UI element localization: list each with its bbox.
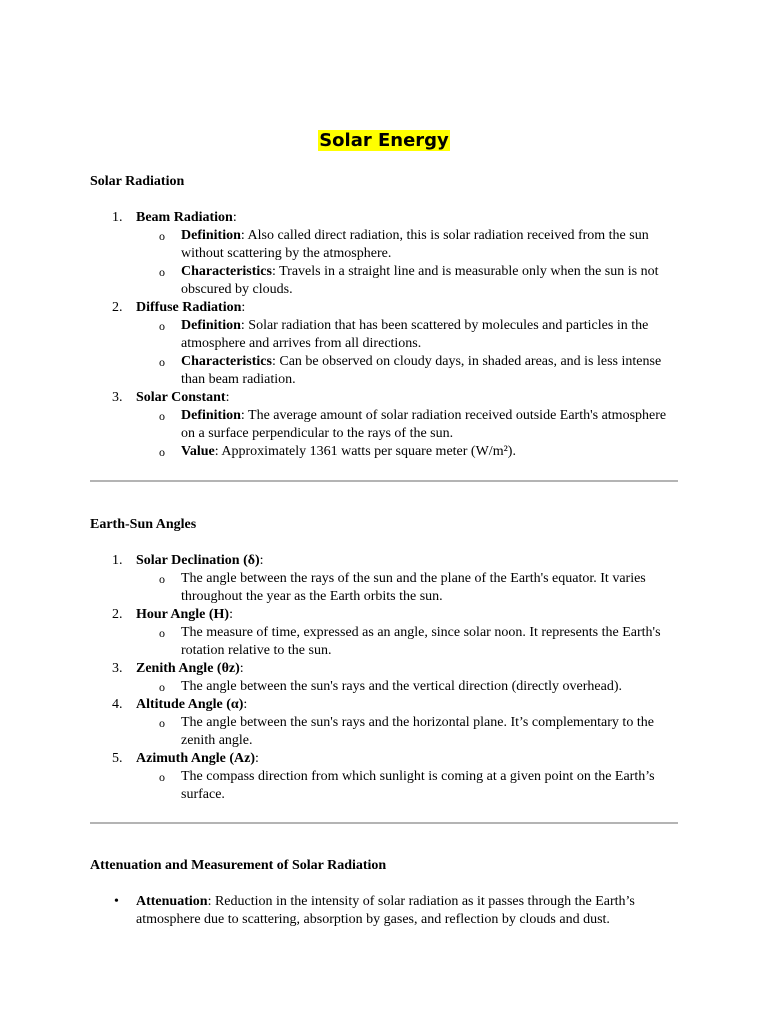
sub-list-item: [136, 678, 680, 696]
list-item: [90, 389, 680, 461]
sub-text: The measure of time, expressed as an angle, since solar noon. It represents the Earth's rotation relative to the sun.: [181, 625, 661, 658]
sub-bullet-marker: o: [159, 716, 165, 730]
sub-list-item: [136, 263, 680, 299]
section-attenuation: [90, 857, 680, 929]
sub-list: [136, 227, 680, 299]
list-number: 3.: [112, 661, 123, 676]
list-item: [90, 299, 680, 389]
sub-label: Characteristics: [181, 354, 272, 369]
sub-text: : Solar radiation that has been scattered by molecules and particles in the atmosphere and arrives from all directions.: [181, 318, 649, 351]
numbered-list: [90, 552, 680, 804]
sub-list: [136, 570, 680, 606]
sub-bullet-marker: o: [159, 265, 165, 279]
sub-label: Characteristics: [181, 264, 272, 279]
list-item: [90, 750, 680, 804]
list-number: 2.: [112, 607, 123, 622]
colon: :: [243, 697, 248, 712]
item-text: : Reduction in the intensity of solar radiation as it passes through the Earth’s atmosphere due to scattering, absorption by gases, and reflection by clouds and dust.: [136, 894, 635, 927]
sub-list-item: [136, 624, 680, 660]
item-label: Hour Angle (H): [136, 607, 230, 622]
sub-list-item: [136, 407, 680, 443]
sub-label: Value: [181, 444, 215, 459]
sub-list: [136, 624, 680, 660]
sub-label: Definition: [181, 228, 241, 243]
title-container: [0, 130, 768, 151]
sub-list: [136, 678, 680, 696]
list-number: 5.: [112, 751, 123, 766]
section-heading: Solar Radiation: [90, 174, 185, 189]
sub-bullet-marker: o: [159, 680, 165, 694]
sub-bullet-marker: o: [159, 409, 165, 423]
sub-label: Definition: [181, 408, 241, 423]
list-number: 1.: [112, 553, 123, 568]
item-label: Beam Radiation: [136, 210, 233, 225]
list-number: 1.: [112, 210, 123, 225]
list-number: 2.: [112, 300, 123, 315]
sub-list-item: [136, 317, 680, 353]
bullet-list: [90, 893, 680, 929]
list-number: 3.: [112, 390, 123, 405]
item-label: Altitude Angle (α): [136, 697, 244, 712]
sub-text: The compass direction from which sunlight is coming at a given point on the Earth’s surface.: [181, 769, 655, 802]
section-solar-radiation: [90, 173, 680, 461]
sub-text: : Travels in a straight line and is measurable only when the sun is not obscured by clouds.: [181, 264, 659, 297]
sub-bullet-marker: o: [159, 445, 165, 459]
colon: :: [229, 607, 233, 622]
sub-text: : Also called direct radiation, this is solar radiation received from the sun without scattering by the atmosphere.: [181, 228, 649, 261]
list-item: [90, 606, 680, 660]
sub-list-item: [136, 227, 680, 263]
item-label: Solar Constant: [136, 390, 226, 405]
list-item: [90, 696, 680, 750]
horizontal-divider: [90, 480, 678, 482]
sub-list-item: [136, 714, 680, 750]
sub-list: [136, 768, 680, 804]
sub-text: The angle between the sun's rays and the horizontal plane. It’s complementary to the zenith angle.: [181, 715, 654, 748]
colon: :: [255, 751, 259, 766]
sub-list: [136, 317, 680, 389]
colon: :: [259, 553, 264, 568]
colon: :: [225, 390, 230, 405]
colon: :: [239, 661, 244, 676]
sub-text: : Approximately 1361 watts per square meter (W/m²).: [214, 444, 516, 459]
sub-text: The angle between the rays of the sun and the plane of the Earth's equator. It varies throughout the year as the Earth orbits the sun.: [181, 571, 646, 604]
section-heading: Earth-Sun Angles: [90, 517, 197, 532]
list-item: [90, 552, 680, 606]
sub-list-item: [136, 353, 680, 389]
sub-list-item: [136, 443, 680, 461]
section-earth-sun-angles: [90, 516, 680, 804]
sub-text: : The average amount of solar radiation received outside Earth's atmosphere on a surface perpendicular to the rays of the sun.: [181, 408, 667, 441]
item-label: Diffuse Radiation: [136, 300, 242, 315]
sub-list-item: [136, 570, 680, 606]
sub-bullet-marker: o: [159, 770, 165, 784]
colon: :: [241, 300, 246, 315]
numbered-list: [90, 209, 680, 461]
list-item: [90, 893, 680, 929]
sub-bullet-marker: o: [159, 355, 165, 369]
list-item: [90, 660, 680, 696]
item-label: Zenith Angle (θz): [136, 661, 240, 676]
list-number: 4.: [112, 697, 123, 712]
sub-list: [136, 407, 680, 461]
list-item: [90, 209, 680, 299]
sub-bullet-marker: o: [159, 319, 165, 333]
document-title: Solar Energy: [319, 130, 449, 151]
sub-label: Definition: [181, 318, 241, 333]
sub-bullet-marker: o: [159, 626, 165, 640]
bullet-marker: •: [114, 894, 119, 909]
colon: :: [232, 210, 237, 225]
sub-text: : Can be observed on cloudy days, in shaded areas, and is less intense than beam radiation.: [181, 354, 662, 387]
sub-list-item: [136, 768, 680, 804]
sub-bullet-marker: o: [159, 229, 165, 243]
item-label: Attenuation: [136, 894, 208, 909]
horizontal-divider: [90, 822, 678, 824]
item-label: Solar Declination (δ): [136, 553, 260, 568]
item-label: Azimuth Angle (Az): [136, 751, 255, 766]
sub-list: [136, 714, 680, 750]
sub-bullet-marker: o: [159, 572, 165, 586]
sub-text: The angle between the sun's rays and the vertical direction (directly overhead).: [181, 679, 623, 694]
section-heading: Attenuation and Measurement of Solar Radiation: [90, 858, 387, 873]
